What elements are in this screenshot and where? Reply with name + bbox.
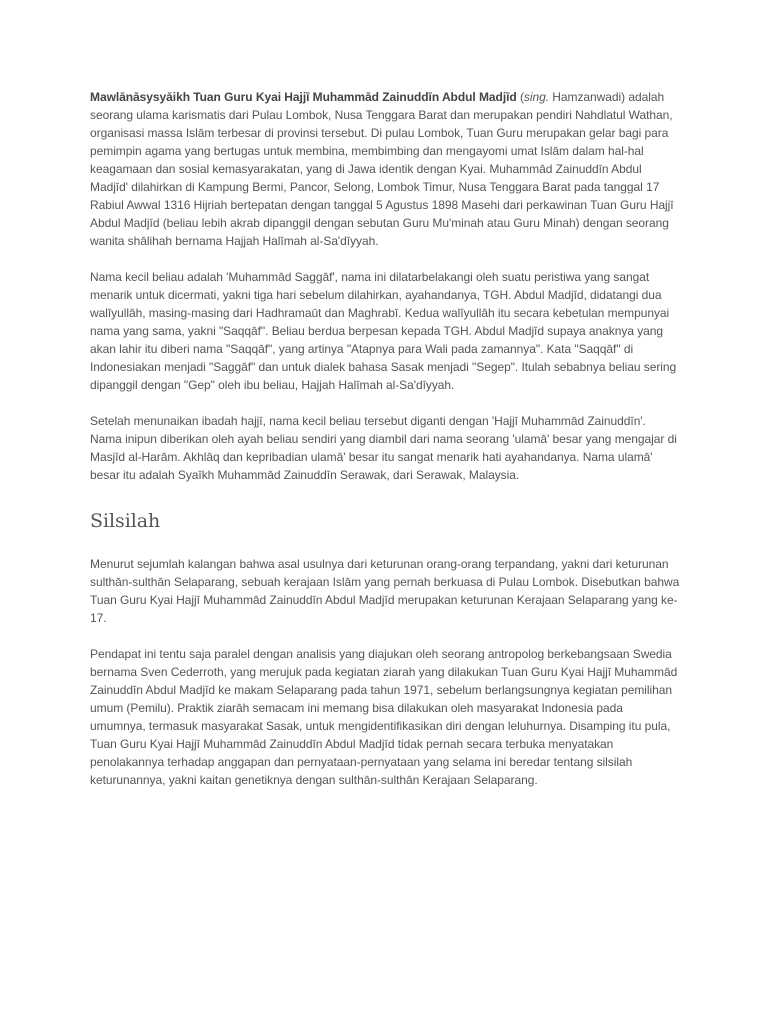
section-heading-silsilah: Silsilah xyxy=(90,510,161,532)
intro-body-text: Hamzanwadi) adalah seorang ulama karismatis dari Pulau Lombok, Nusa Tenggara Barat dan merupakan pendiri Nahdlatul Wathan, organisasi massa Islām terbesar di provinsi tersebut. Di pulau Lombok, Tuan Guru merupakan gelar bagi para pemimpin agama yang bertugas untuk membina, membimbing dan mengayomi umat Islām dalam hal-hal keagamaan dan sosial kemasyarakatan, yang di Jawa identik dengan Kyai. Muhammād Zainuddīn Abdul Madjīd' dilahirkan di Kampung Bermi, Pancor, Selong, Lombok Timur, Nusa Tenggara Barat pada tanggal 17 Rabiul Awwal 1316 Hijriah bertepatan dengan tanggal 5 Agustus 1898 Masehi dari perkawinan Tuan Guru Hajjī Abdul Madjīd (beliau lebih akrab dipanggil dengan sebutan Guru Mu'minah atau Guru Minah) dengan seorang wanita shālihah bernama Hajjah Halīmah al-Sa'dīyyah. xyxy=(90,90,674,248)
alias-open: ( xyxy=(516,90,524,104)
paragraph-lineage: Menurut sejumlah kalangan bahwa asal usulnya dari keturunan orang-orang terpandang, yakni dari keturunan sulthān-sulthān Selaparang, sebuah kerajaan Islām yang pernah berkuasa di Pulau Lombok. Disebutkan bahwa Tuan Guru Kyai Hajjī Muhammād Zainuddīn Abdul Madjīd merupakan keturunan Kerajaan Selaparang yang ke-17. xyxy=(90,557,680,625)
alias-abbreviation: sing. xyxy=(523,90,550,104)
subject-name: Mawlānāsysyāikh Tuan Guru Kyai Hajjī Muhammād Zainuddīn Abdul Madjīd xyxy=(90,90,517,104)
paragraph-name-change: Setelah menunaikan ibadah hajjī, nama kecil beliau tersebut diganti dengan 'Hajjī Muhammād Zainuddīn'. Nama inipun diberikan oleh ayah beliau sendiri yang diambil dari nama seorang 'ulamā' besar yang mengajar di Masjīd al-Harām. Akhlāq dan kepribadian ulamā' besar itu sangat menarik hati ayahandanya. Nama ulamā' besar itu adalah Syaīkh Muhammād Zainuddīn Serawak, dari Serawak, Malaysia. xyxy=(90,414,677,482)
document-page xyxy=(90,88,680,807)
paragraph-childhood-name: Nama kecil beliau adalah 'Muhammād Saggāf', nama ini dilatarbelakangi oleh suatu peristiwa yang sangat menarik untuk dicermati, yakni tiga hari sebelum dilahirkan, ayahandanya, TGH. Abdul Madjīd, didatangi dua walīyullāh, masing-masing dari Hadhramaūt dan Maghrabī. Kedua walīyullāh itu secara kebetulan mempunyai nama yang sama, yakni "Saqqāf". Beliau berdua berpesan kepada TGH. Abdul Madjīd supaya anaknya yang akan lahir itu diberi nama "Saqqāf", yang artinya "Atapnya para Wali pada zamannya". Kata "Saqqāf" di Indonesiakan menjadi "Saggāf" dan untuk dialek bahasa Sasak menjadi "Segep". Itulah sebabnya beliau sering dipanggil dengan "Gep" oleh ibu beliau, Hajjah Halīmah al-Sa'dīyyah. xyxy=(90,270,677,392)
paragraph-anthropologist: Pendapat ini tentu saja paralel dengan analisis yang diajukan oleh seorang antropolog berkebangsaan Swedia bernama Sven Cederroth, yang merujuk pada kegiatan ziarah yang dilakukan Tuan Guru Kyai Hajjī Muhammād Zainuddīn Abdul Madjīd ke makam Selaparang pada tahun 1971, sebelum berlangsungnya kegiatan pemilihan umum (Pemilu). Praktik ziarāh semacam ini memang bisa dilakukan oleh masyarakat Indonesia pada umumnya, termasuk masyarakat Sasak, untuk mengidentifikasikan diri dengan leluhurnya. Disamping itu pula, Tuan Guru Kyai Hajjī Muhammād Zainuddīn Abdul Madjīd tidak pernah secara terbuka menyatakan penolakannya terhadap anggapan dan pernyataan-pernyataan yang selama ini beredar tentang silsilah keturunannya, yakni kaitan genetiknya dengan sulthān-sulthān Kerajaan Selaparang. xyxy=(90,647,678,787)
intro-paragraph xyxy=(90,88,680,250)
